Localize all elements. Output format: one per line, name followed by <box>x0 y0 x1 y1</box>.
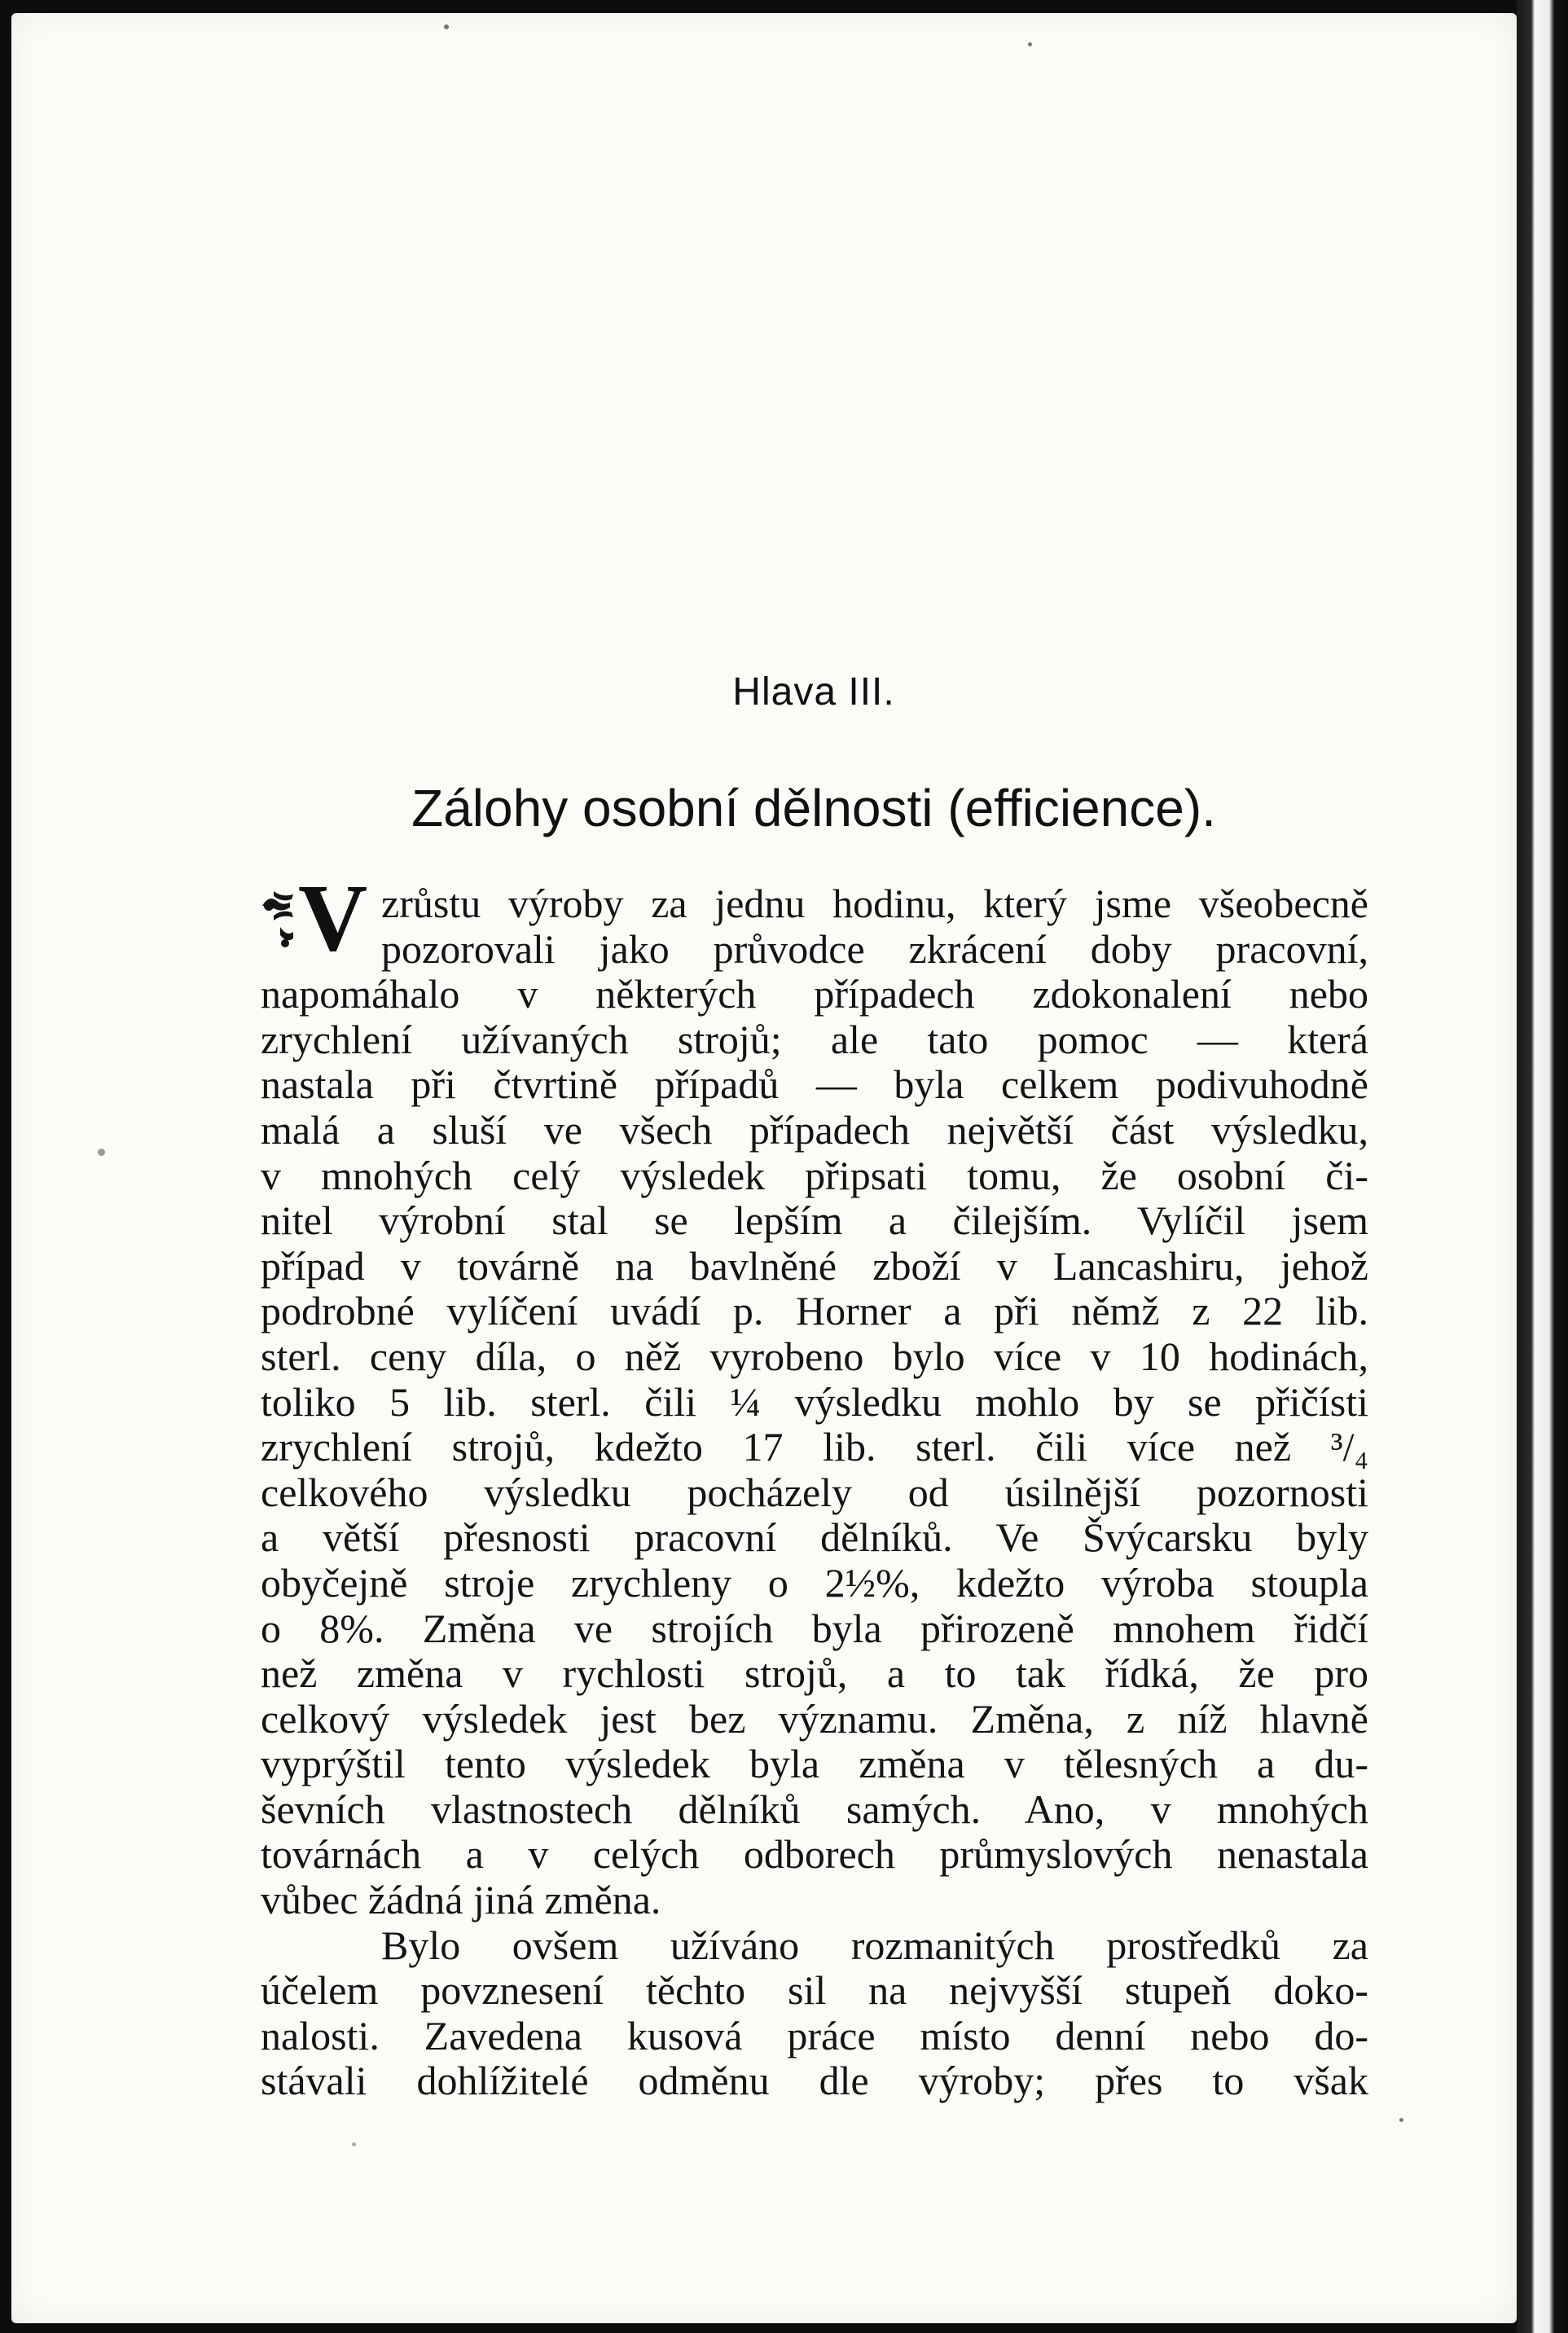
chapter-title: Zálohy osobní dělnosti (efficience). <box>411 779 1216 837</box>
text-line: ševních vlastnostech dělníků samých. Ano, v mnohých <box>261 1786 1368 1832</box>
text-line: nalosti. Zavedena kusová práce místo denní nebo do- <box>261 2013 1368 2058</box>
scan-speck <box>352 2142 356 2146</box>
text-line: nitel výrobní stal se lepším a čilejším. Vylíčil jsem <box>261 1198 1368 1244</box>
text-line: zrůstu výroby za jednu hodinu, který jsme všeobecně <box>381 881 1368 926</box>
text-line: pozorovali jako průvodce zkrácení doby pracovní, <box>381 926 1368 972</box>
scan-speck <box>1028 42 1032 46</box>
dropcap-letter: V <box>298 864 368 971</box>
scan-edge <box>1517 0 1568 2333</box>
text-line: podrobné vylíčení uvádí p. Horner a při němž z 22 lib. <box>261 1289 1368 1334</box>
scan-speck <box>1399 2118 1403 2122</box>
text-line: celkového výsledku pocházely od úsilnější pozornosti <box>261 1470 1368 1515</box>
text-line: malá a sluší ve všech případech největší část výsledku, <box>261 1107 1368 1153</box>
text-line: vůbec žádná jiná změna. <box>261 1878 661 1923</box>
text-line: v mnohých celý výsledek připsati tomu, že osobní či- <box>261 1153 1368 1198</box>
text-line: případ v továrně na bavlněné zboží v Lancashiru, jehož <box>261 1243 1368 1289</box>
scan-speck <box>444 24 449 29</box>
text-line: obyčejně stroje zrychleny o 2½%, kdežto výroba stoupla <box>261 1560 1368 1606</box>
text-line: zrychlení strojů, kdežto 17 lib. sterl. čili více než ³/₄ <box>261 1425 1368 1470</box>
scan-speck <box>98 1149 105 1156</box>
text-line: toliko 5 lib. sterl. čili ¼ výsledku mohlo by se přičísti <box>261 1379 1368 1425</box>
text-line: o 8%. Změna ve strojích byla přirozeně mnohem řidčí <box>261 1606 1368 1651</box>
text-line: továrnách a v celých odborech průmyslových nenastala <box>261 1832 1368 1878</box>
body-text <box>261 881 1368 2104</box>
text-line: účelem povznesení těchto sil na nejvyšší stupeň doko- <box>261 1968 1368 2014</box>
text-line: stávali dohlížitelé odměnu dle výroby; přes to však <box>261 2058 1368 2104</box>
text-line: než změna v rychlosti strojů, a to tak řídká, že pro <box>261 1651 1368 1697</box>
text-line: sterl. ceny díla, o něž vyrobeno bylo více v 10 hodinách, <box>261 1333 1368 1379</box>
paragraph <box>261 1923 1368 2104</box>
paragraph <box>261 881 1368 1923</box>
text-line: celkový výsledek jest bez významu. Změna, z níž hlavně <box>261 1696 1368 1742</box>
chapter-label: Hlava III. <box>732 670 895 714</box>
text-line: napomáhalo v některých případech zdokonalení nebo <box>261 972 1368 1017</box>
text-line: a větší přesnosti pracovní dělníků. Ve Švýcarsku byly <box>261 1515 1368 1561</box>
text-line: vyprýštil tento výsledek byla změna v tělesných a du- <box>261 1742 1368 1787</box>
text-line: zrychlení užívaných strojů; ale tato pomoc — která <box>261 1017 1368 1062</box>
text-line: nastala při čtvrtině případů — byla celkem podivuhodně <box>261 1062 1368 1108</box>
text-line: Bylo ovšem užíváno rozmanitých prostředků za <box>381 1922 1368 1968</box>
